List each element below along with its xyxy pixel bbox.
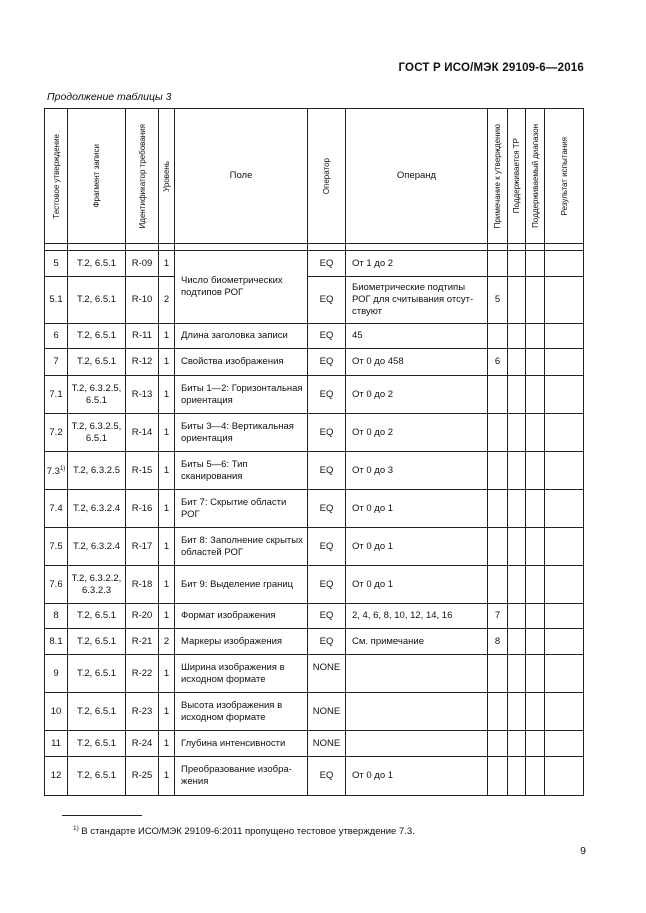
requirements-table xyxy=(44,108,584,796)
footnote-separator xyxy=(62,815,142,816)
col-header-op: Оператор xyxy=(308,109,346,244)
table-row: 7.6 Т.2, 6.3.2.2, 6.3.2.3 R-18 1 Бит 9: Выделение границ EQ От 0 до 1 xyxy=(45,566,584,604)
col-header-level: Уровень xyxy=(159,109,175,244)
table-row: 7.2 Т.2, 6.3.2.5, 6.5.1 R-14 1 Биты 3—4: Вертикальная ориентация EQ От 0 до 2 xyxy=(45,414,584,452)
table-row: 9 Т.2, 6.5.1 R-22 1 Ширина изображения в исходном формате NONE xyxy=(45,655,584,693)
col-header-range: Поддерживаемый диапазон xyxy=(526,109,545,244)
table-row: 7.1 Т.2, 6.3.2.5, 6.5.1 R-13 1 Биты 1—2: Горизонтальная ориентация EQ От 0 до 2 xyxy=(45,376,584,414)
col-header-frag: Фрагмент записи xyxy=(68,109,126,244)
table-row: 6 Т.2, 6.5.1 R-11 1 Длина заголовка записи EQ 45 xyxy=(45,324,584,349)
col-header-operand: Операнд xyxy=(346,109,488,244)
table-row: 11 Т.2, 6.5.1 R-24 1 Глубина интенсивности NONE xyxy=(45,731,584,757)
table-row: 5 Т.2, 6.5.1 R-09 1 Число биометрических подтипов РОГ EQ От 1 до 2 xyxy=(45,251,584,277)
table-row: 8 Т.2, 6.5.1 R-20 1 Формат изображения EQ 2, 4, 6, 8, 10, 12, 14, 16 7 xyxy=(45,604,584,629)
col-header-stmt: Тестовое утверждение xyxy=(45,109,68,244)
spacer-row xyxy=(45,244,584,251)
col-header-req: Идентификатор требования xyxy=(126,109,159,244)
table-row: 12 Т.2, 6.5.1 R-25 1 Преобразование изобра-жения EQ От 0 до 1 xyxy=(45,757,584,796)
col-header-note: Примечание к утверждению xyxy=(488,109,508,244)
table-row: 7.4 Т.2, 6.3.2.4 R-16 1 Бит 7: Скрытие области РОГ EQ От 0 до 1 xyxy=(45,490,584,528)
col-header-field: Поле xyxy=(175,109,308,244)
table-header-row xyxy=(45,109,584,244)
footnote: $^{1)}$ В стандарте ИСО/МЭК 29109-6:2011 пропущено тестовое утверждение 7.3. xyxy=(73,825,415,838)
table-row: 5.1 Т.2, 6.5.1 R-10 2 EQ Биометрические подтипы РОГ для считывания отсут-ствуют 5 xyxy=(45,277,584,324)
table-caption: Продолжение таблицы 3 xyxy=(47,91,172,103)
col-header-tp: Поддерживается ТР xyxy=(508,109,526,244)
document-code: ГОСТ Р ИСО/МЭК 29109-6—2016 xyxy=(398,62,584,74)
table-row: 10 Т.2, 6.5.1 R-23 1 Высота изображения в исходном формате NONE xyxy=(45,693,584,731)
field-cell-merged: Число биометрических подтипов РОГ xyxy=(175,251,308,324)
table-row: 7.3$^{1)}$ Т.2, 6.3.2.5 R-15 1 Биты 5—6: Тип сканирования EQ От 0 до 3 xyxy=(45,452,584,490)
table-row: 8.1 Т.2, 6.5.1 R-21 2 Маркеры изображения EQ См. примечание 8 xyxy=(45,629,584,655)
col-header-result: Результат испытания xyxy=(545,109,584,244)
table-row: 7.5 Т.2, 6.3.2.4 R-17 1 Бит 8: Заполнение скрытых областей РОГ EQ От 0 до 1 xyxy=(45,528,584,566)
page-number: 9 xyxy=(580,845,586,857)
footnote-ref: 1) xyxy=(59,465,66,472)
table-row: 7 Т.2, 6.5.1 R-12 1 Свойства изображения EQ От 0 до 458 6 xyxy=(45,349,584,376)
